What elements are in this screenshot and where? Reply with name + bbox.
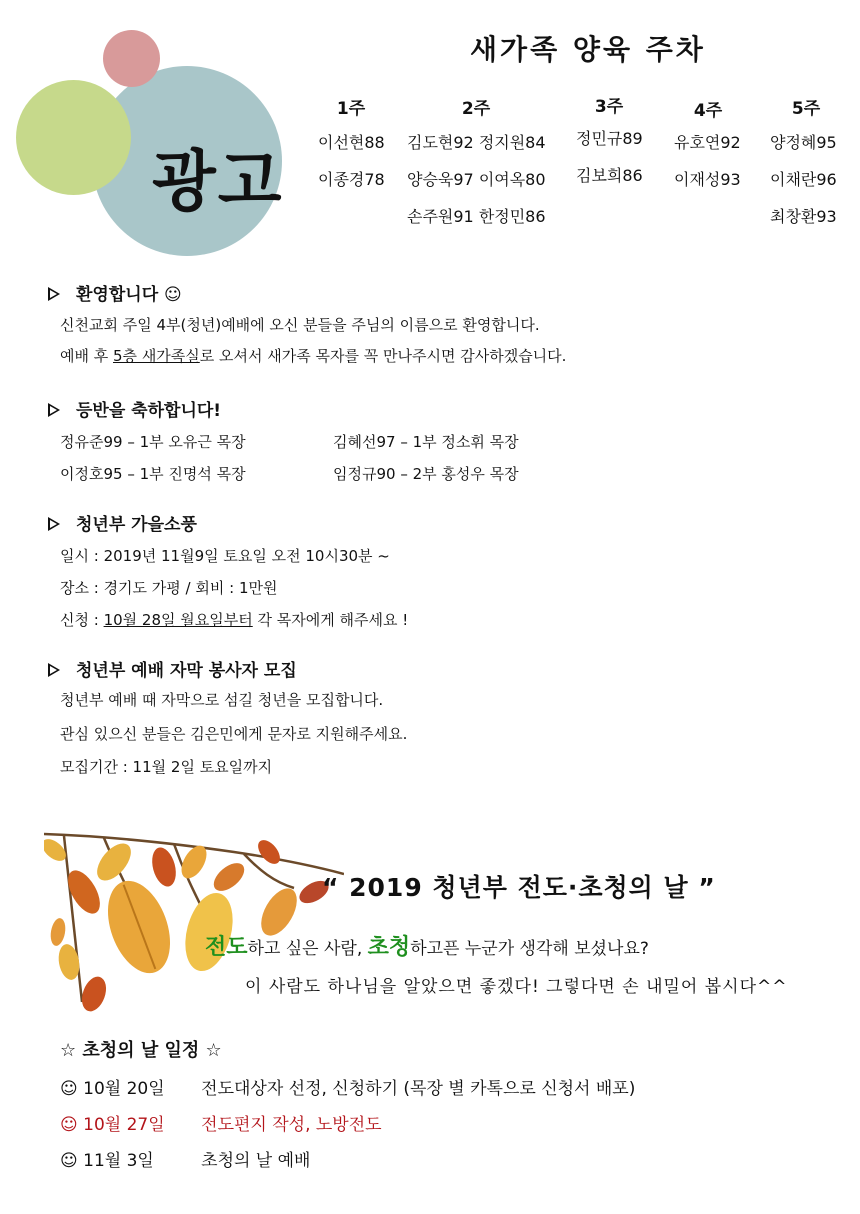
schedule-date: 11월 3일 [83,1151,154,1171]
triangle-bullet-icon [48,403,60,417]
welcome-title [48,280,182,305]
picnic-apply-pre: 신청 : [60,611,104,629]
picnic-title-text: 청년부 가을소풍 [76,515,197,535]
week-3-names [576,120,643,194]
schedule-date: 10월 27일 [83,1115,165,1135]
event-question-text-2: 하고픈 누군가 생각해 보셨나요? [410,939,649,959]
smiley-icon: ☺ [60,1151,78,1171]
week-4-name: 이재성93 [674,170,741,189]
week-2-name: 손주원91 한정민86 [407,207,546,226]
event-question [205,930,649,961]
ad-title: 광고 [152,143,284,220]
week-2-name: 양승욱97 이여옥80 [407,170,546,189]
schedule-item [60,1146,310,1171]
week-4-label: 4주 [693,101,723,121]
picnic-date: 일시 : 2019년 11월9일 토요일 오전 10시30분 ~ [60,547,390,565]
welcome-room: 5층 새가족실 [113,347,200,365]
welcome-line-2-pre: 예배 후 [60,347,114,365]
picnic-apply-date: 10월 28일 월요일부터 [103,611,253,629]
week-5-name: 최창환93 [770,207,837,226]
pink-circle [103,30,160,87]
picnic-apply-post: 각 목자에게 해주세요 ! [252,611,409,629]
week-title: 새가족 양육 주차 [470,33,706,66]
volunteer-line-3: 모집기간 : 11월 2일 토요일까지 [60,758,273,776]
schedule-text: 전도대상자 선정, 신청하기 (목장 별 카톡으로 신청서 배포) [201,1079,636,1099]
evangelism-word: 전도 [205,935,248,960]
welcome-title-text: 환영합니다 ☺ [76,285,182,305]
week-3-name: 정민규89 [576,129,643,148]
promotion-item: 김혜선97 – 1부 정소휘 목장 [333,433,519,451]
week-1-label: 1주 [336,99,366,119]
schedule-text: 초청의 날 예배 [201,1151,311,1171]
week-4-names [674,124,741,198]
volunteer-title-text: 청년부 예배 자막 봉사자 모집 [76,661,297,681]
schedule-item [60,1110,382,1135]
week-5-label: 5주 [791,99,821,119]
event-title: “ 2019 청년부 전도·초청의 날 ” [322,873,716,902]
week-2-label: 2주 [461,99,491,119]
week-3-label: 3주 [594,97,624,117]
smiley-icon: ☺ [60,1115,78,1135]
promotion-title [48,396,221,421]
week-5-names [770,124,837,235]
week-2-names [407,124,546,235]
welcome-line-1: 신천교회 주일 4부(청년)예배에 오신 분들을 주님의 이름으로 환영합니다. [60,316,540,334]
smiley-icon: ☺ [60,1079,78,1099]
promotion-item: 정유준99 – 1부 오유근 목장 [60,433,246,451]
volunteer-line-1: 청년부 예배 때 자막으로 섬길 청년을 모집합니다. [60,691,384,709]
promotion-title-text: 등반을 축하합니다! [76,401,222,421]
week-1-name: 이선현88 [318,133,385,152]
week-4-name: 유호연92 [674,133,741,152]
volunteer-line-2: 관심 있으신 분들은 김은민에게 문자로 지원해주세요. [60,725,408,743]
week-1-names [318,124,385,198]
promotion-item: 이정호95 – 1부 진명석 목장 [60,465,246,483]
welcome-line-2 [60,345,566,366]
picnic-apply [60,609,408,630]
event-wish: 이 사람도 하나님을 알았으면 좋겠다! 그렇다면 손 내밀어 봅시다^^ [245,977,788,997]
week-3-name: 김보희86 [576,166,643,185]
invitation-word: 초청 [367,935,411,960]
week-5-name: 이채란96 [770,170,837,189]
schedule-item [60,1074,635,1099]
volunteer-title [48,656,297,681]
picnic-place: 장소 : 경기도 가평 / 회비 : 1만원 [60,579,278,597]
green-circle [16,80,131,195]
week-5-name: 양정혜95 [770,133,837,152]
triangle-bullet-icon [48,663,60,677]
schedule-text: 전도편지 작성, 노방전도 [201,1115,382,1135]
event-question-text-1: 하고 싶은 사람, [247,939,368,959]
schedule-date: 10월 20일 [83,1079,165,1099]
picnic-title [48,510,197,535]
promotion-item: 임정규90 – 2부 홍성우 목장 [333,465,519,483]
week-2-name: 김도현92 정지원84 [407,133,546,152]
welcome-line-2-post: 로 오셔서 새가족 목자를 꼭 만나주시면 감사하겠습니다. [199,347,567,365]
triangle-bullet-icon [48,517,60,531]
schedule-title: ☆ 초청의 날 일정 ☆ [60,1040,222,1061]
week-1-name: 이종경78 [318,170,385,189]
triangle-bullet-icon [48,287,60,301]
